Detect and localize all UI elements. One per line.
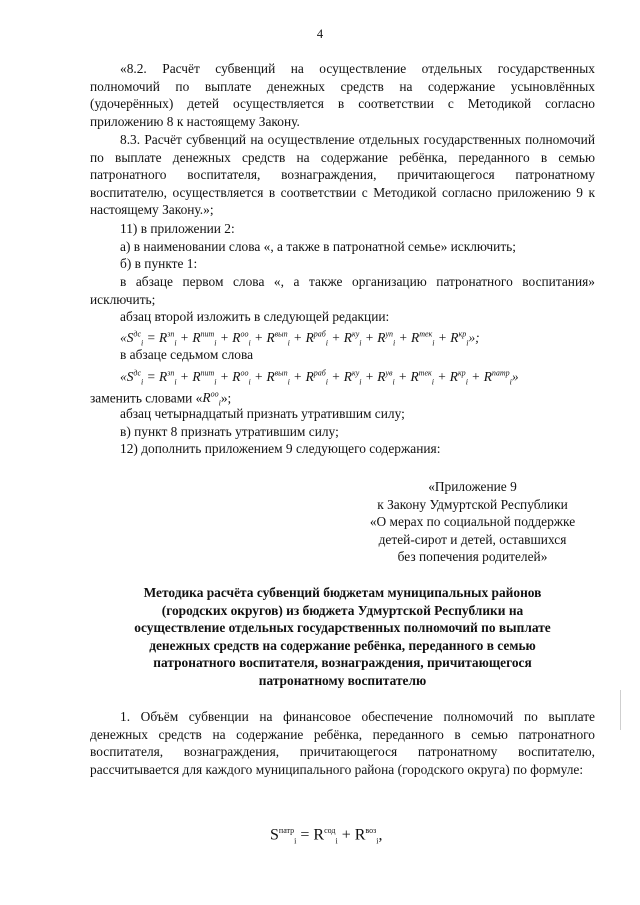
paragraph-8-3	[90, 131, 595, 219]
formula-expression: «$S^{дс}_i = R^{зп}_i + R^{пит}_i + R^{оо}_i + R^{вып}_i + R^{раб}_i + R^{ку}_i + R^{ув}_i + R^{тек}_i + R^{кр}_i + R^{патр}_i$»	[120, 369, 519, 388]
appendix-line: к Закону Удмуртской Республики	[377, 496, 568, 512]
item-11b-abz1	[90, 273, 595, 308]
page-number: 4	[316, 27, 324, 41]
formula-expression: $R^{оо}_i$	[202, 390, 221, 409]
heading-line: Методика расчёта субвенций бюджетам муниципальных районов	[143, 585, 542, 600]
heading-line: патронатному воспитателю	[258, 672, 427, 688]
scan-margin-mark	[620, 690, 621, 730]
paragraph-1	[90, 708, 595, 778]
list-item: абзац четырнадцатый признать утратившим силу;	[120, 406, 405, 421]
paragraph-8-2	[90, 60, 595, 130]
list-item: б) в пункте 1:	[120, 256, 198, 272]
appendix-line: детей-сирот и детей, оставшихся	[378, 531, 567, 547]
final-formula: $S^{патр}_i = R^{сод}_i + R^{воз}_i$,	[270, 826, 383, 846]
paragraph-text: »;	[220, 390, 232, 406]
list-item: 12) дополнить приложением 9 следующего содержания:	[120, 441, 441, 457]
paragraph-text: 1. Объём субвенции на финансовое обеспечение полномочий по выплате денежных средств на содержание ребёнка, переданного в семью патронатного воспитателя, вознаграждения, причитающегося патронатному воспитателю, рассчитывается для каждого муниципального района (городского округа) по формуле:	[90, 709, 595, 777]
heading-line: патронатного воспитателя, вознаграждения, причитающегося	[153, 655, 532, 671]
item-11b-abz7	[120, 346, 595, 364]
item-11b-abz2	[120, 308, 595, 326]
paragraph-text: в абзаце седьмом слова	[120, 347, 254, 362]
heading-line: осуществление отдельных государственных полномочий по выплате	[134, 620, 551, 636]
list-item: 11) в приложении 2:	[120, 221, 235, 236]
paragraph-text: абзац второй изложить в следующей редакции:	[120, 309, 390, 324]
paragraph-text: в абзаце первом слова «, а также организацию патронатного воспитания» исключить;	[90, 274, 595, 307]
heading-line: денежных средств на содержание ребёнка, переданного в семью	[149, 637, 536, 653]
paragraph-text: заменить словами «	[90, 390, 203, 406]
appendix-block	[340, 478, 605, 566]
formula-expression: «$S^{дс}_i = R^{зп}_i + R^{пит}_i + R^{оо}_i + R^{вып}_i + R^{раб}_i + R^{ку}_i + R^{уп}_i + R^{тек}_i + R^{кр}_i$»;	[120, 330, 480, 349]
methodology-heading	[90, 584, 595, 690]
list-item: а) в наименовании слова «, а также в патронатной семье» исключить;	[120, 238, 516, 254]
list-item: в) пункт 8 признать утратившим силу;	[120, 423, 339, 439]
heading-line: (городских округов) из бюджета Удмуртской Республики на	[161, 602, 524, 618]
paragraph-text: 8.3. Расчёт субвенций на осуществление отдельных государственных полномочий по выплате денежных средств на содержание ребёнка, переданного в семью патронатного воспитателя, вознаграждения, причитающегося патронатному воспитателю, осуществляется в соответствии с Методикой согласно приложению 9 к настоящему Закону.»;	[90, 132, 595, 218]
items-end	[120, 405, 595, 458]
appendix-line: «Приложение 9	[428, 479, 517, 494]
appendix-line: «О мерах по социальной поддержке	[369, 514, 576, 530]
appendix-line: без попечения родителей»	[397, 549, 548, 565]
item-11	[120, 220, 595, 273]
paragraph-text: «8.2. Расчёт субвенций на осуществление отдельных государственных полномочий по выплате денежных средств на содержание усыновлённых (удочерённых) детей осуществляется в соответствии с Методикой согласно приложению 8 к настоящему Закону.	[90, 61, 595, 129]
